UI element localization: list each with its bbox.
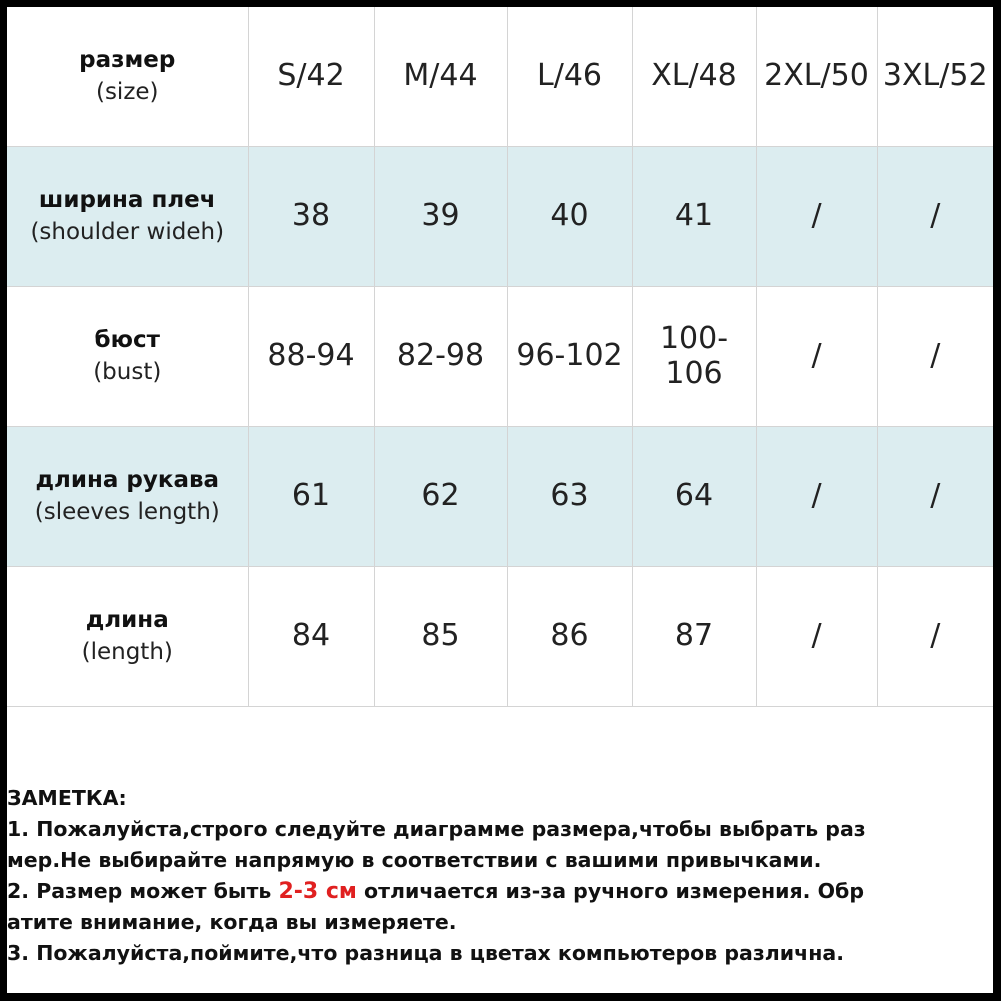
value-cell: 63	[507, 427, 632, 567]
row-length	[7, 567, 993, 707]
value-cell: 62	[374, 427, 507, 567]
value-cell: 82-98	[374, 287, 507, 427]
value-cell: 61	[248, 427, 374, 567]
value-cell: 84	[248, 567, 374, 707]
row-label-ru: ширина плеч	[38, 187, 216, 214]
value-cell: 38	[248, 147, 374, 287]
row-label-en: (bust)	[93, 358, 162, 385]
value-cell: 41	[632, 147, 756, 287]
size-chart-frame	[7, 7, 993, 993]
value-cell: /	[756, 567, 877, 707]
row-bust	[7, 287, 993, 427]
header-label-ru: размер	[79, 47, 176, 74]
size-header-row	[7, 7, 993, 147]
value-cell: 87	[632, 567, 756, 707]
size-header-m: M/44	[374, 7, 507, 147]
note-1-line-2: мер.Не выбирайте напрямую в соответствии с вашими привычками.	[7, 848, 822, 872]
value-cell: 88-94	[248, 287, 374, 427]
value-cell: /	[756, 427, 877, 567]
row-label-en: (length)	[81, 638, 173, 665]
value-cell: 64	[632, 427, 756, 567]
size-header-s: S/42	[248, 7, 374, 147]
row-label-cell	[7, 567, 248, 707]
header-label-cell	[7, 7, 248, 147]
value-cell: 39	[374, 147, 507, 287]
row-label-en: (shoulder wideh)	[30, 218, 225, 245]
value-cell: /	[877, 287, 993, 427]
size-header-l: L/46	[507, 7, 632, 147]
notes-title: ЗАМЕТКА:	[7, 786, 127, 810]
row-shoulder-width	[7, 147, 993, 287]
value-cell: 40	[507, 147, 632, 287]
value-cell: 100-106	[632, 287, 756, 427]
value-cell: /	[877, 147, 993, 287]
row-label-cell	[7, 147, 248, 287]
note-2-line-2: атите внимание, когда вы измеряете.	[7, 910, 457, 934]
note-3: 3. Пожалуйста,поймите,что разница в цветах компьютеров различна.	[7, 941, 845, 965]
note-2-highlight: 2-3 см	[278, 879, 357, 904]
size-header-xl: XL/48	[632, 7, 756, 147]
note-2-line-1	[7, 876, 993, 907]
row-label-cell	[7, 427, 248, 567]
value-cell: /	[877, 567, 993, 707]
note-2-prefix: 2. Размер может быть	[7, 879, 279, 903]
row-sleeve-length	[7, 427, 993, 567]
value-cell: 85	[374, 567, 507, 707]
row-label-ru: бюст	[94, 327, 160, 354]
value-cell: 96-102	[507, 287, 632, 427]
value-cell: /	[877, 427, 993, 567]
row-label-cell	[7, 287, 248, 427]
value-cell: 86	[507, 567, 632, 707]
row-label-ru: длина рукава	[35, 467, 220, 494]
value-cell: /	[756, 147, 877, 287]
size-header-3xl: 3XL/52	[877, 7, 993, 147]
size-header-2xl: 2XL/50	[756, 7, 877, 147]
row-label-ru: длина	[85, 607, 169, 634]
row-label-en: (sleeves length)	[34, 498, 220, 525]
note-1-line-1: 1. Пожалуйста,строго следуйте диаграмме размера,чтобы выбрать раз	[7, 817, 866, 841]
size-table	[7, 7, 993, 707]
notes-section	[7, 783, 993, 969]
note-2-suffix: отличается из-за ручного измерения. Обр	[356, 879, 864, 903]
header-label-en: (size)	[95, 78, 159, 105]
value-cell: /	[756, 287, 877, 427]
